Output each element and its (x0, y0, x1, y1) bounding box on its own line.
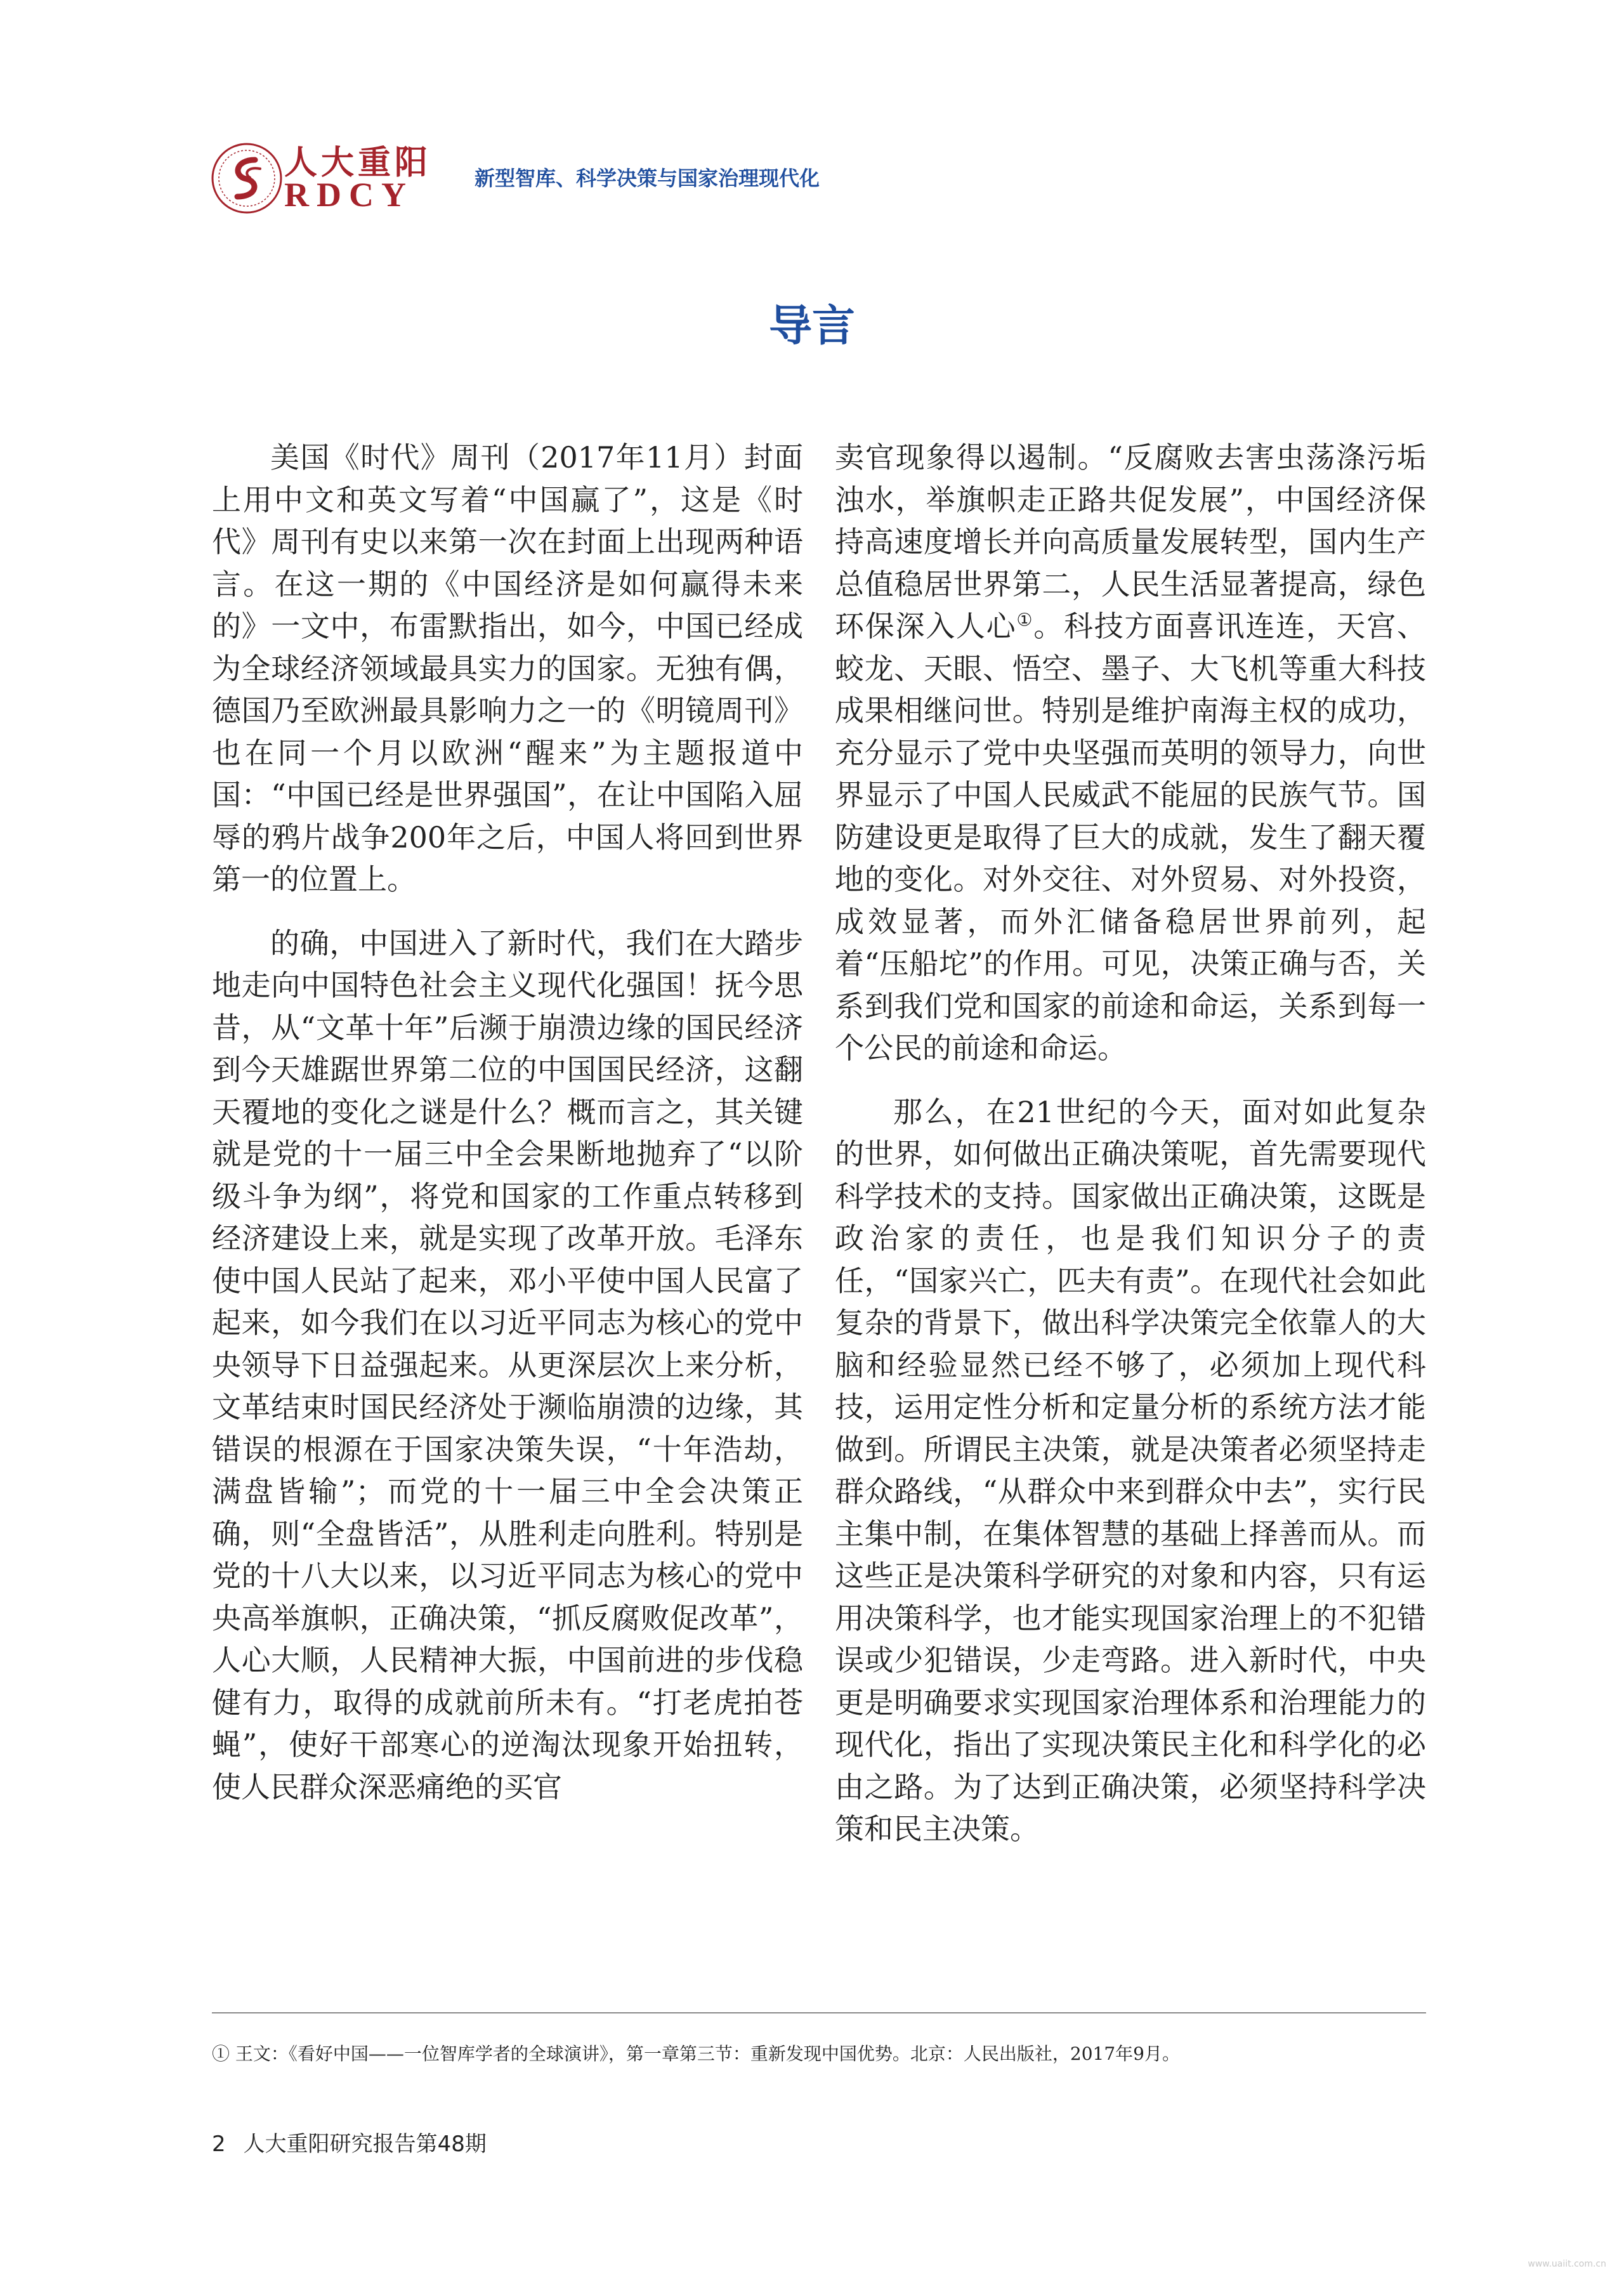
logo-english-name: RDCY (284, 176, 414, 214)
body-column-left (212, 436, 803, 1830)
paragraph-text: 。科技方面喜讯连连，天宫、蛟龙、天眼、悟空、墨子、大飞机等重大科技成果相继问世。特别是维护南海主权的成功，充分显示了党中央坚强而英明的领导力，向世界显示了中国人民威武不能屈的民族气节。国防建设更是取得了巨大的成就，发生了翻天覆地的变化。对外交往、对外贸易、对外投资，成效显著，而外汇储备稳居世界前列，起着“压船坨”的作用。可见，决策正确与否，关系到我们党和国家的前途和命运，关系到每一个公民的前途和命运。 (835, 609, 1427, 1065)
body-column-right (835, 436, 1426, 1872)
watermark: www.uaiit.com.cn (1528, 2259, 1606, 2269)
paragraph-continued (835, 436, 1426, 1070)
paragraph: 那么，在21世纪的今天，面对如此复杂的世界，如何做出正确决策呢，首先需要现代科学技术的支持。国家做出正确决策，这既是政治家的责任，也是我们知识分子的责任，“国家兴亡，匹夫有责”。在现代社会如此复杂的背景下，做出科学决策完全依靠人的大脑和经验显然已经不够了，必须加上现代科技，运用定性分析和定量分析的系统方法才能做到。所谓民主决策，就是决策者必须坚持走群众路线，“从群众中来到群众中去”，实行民主集中制，在集体智慧的基础上择善而从。而这些正是决策科学研究的对象和内容，只有运用决策科学，也才能实现国家治理上的不犯错误或少犯错误，少走弯路。进入新时代，中央更是明确要求实现国家治理体系和治理能力的现代化，指出了实现决策民主化和科学化的必由之路。为了达到正确决策，必须坚持科学决策和民主决策。 (835, 1094, 1426, 1846)
header-slogan: 新型智库、科学决策与国家治理现代化 (475, 166, 820, 190)
paragraph: 的确，中国进入了新时代，我们在大踏步地走向中国特色社会主义现代化强国！抚今思昔，从“文革十年”后濒于崩溃边缘的国民经济到今天雄踞世界第二位的中国国民经济，这翻天覆地的变化之谜是什么？概而言之，其关键就是党的十一届三中全会果断地抛弃了“以阶级斗争为纲”，将党和国家的工作重点转移到经济建设上来，就是实现了改革开放。毛泽东使中国人民站了起来，邓小平使中国人民富了起来，如今我们在以习近平同志为核心的党中央领导下日益强起来。从更深层次上来分析，文革结束时国民经济处于濒临崩溃的边缘，其错误的根源在于国家决策失误，“十年浩劫，满盘皆输”；而党的十一届三中全会决策正确，则“全盘皆活”，从胜利走向胜利。特别是党的十八大以来，以习近平同志为核心的党中央高举旗帜，正确决策，“抓反腐败促改革”，人心大顺，人民精神大振，中国前进的步伐稳健有力，取得的成就前所未有。“打老虎拍苍蝇”，使好干部寒心的逆淘汰现象开始扭转，使人民群众深恶痛绝的买官 (212, 926, 803, 1804)
rdcy-logo-icon (209, 141, 284, 216)
page-title: 导言 (768, 301, 855, 351)
footnote-divider (212, 2012, 1426, 2013)
paragraph-text: 卖官现象得以遏制。“反腐败去害虫荡涤污垢浊水，举旗帜走正路共促发展”，中国经济保持高速度增长并向高质量发展转型，国内生产总值稳居世界第二，人民生活显著提高，绿色环保深入人心 (835, 440, 1426, 643)
page-header (209, 140, 1415, 222)
footnote-marker[interactable]: ① (1016, 609, 1034, 631)
page-number: 2 (212, 2131, 226, 2157)
publication-name: 人大重阳研究报告第48期 (243, 2131, 487, 2157)
paragraph: 美国《时代》周刊（2017年11月）封面上用中文和英文写着“中国赢了”，这是《时代》周刊有史以来第一次在封面上出现两种语言。在这一期的《中国经济是如何赢得未来的》一文中，布雷默指出，如今，中国已经成为全球经济领域最具实力的国家。无独有偶，德国乃至欧洲最具影响力之一的《明镜周刊》也在同一个月以欧洲“醒来”为主题报道中国：“中国已经是世界强国”，在让中国陷入屈辱的鸦片战争200年之后，中国人将回到世界第一的位置上。 (212, 440, 803, 896)
logo-chinese-name: 人大重阳 (284, 143, 432, 182)
page-footer (212, 2126, 487, 2157)
footnote: ① 王文：《看好中国——一位智库学者的全球演讲》，第一章第三节：重新发现中国优势。北京：人民出版社，2017年9月。 (212, 2043, 1180, 2064)
